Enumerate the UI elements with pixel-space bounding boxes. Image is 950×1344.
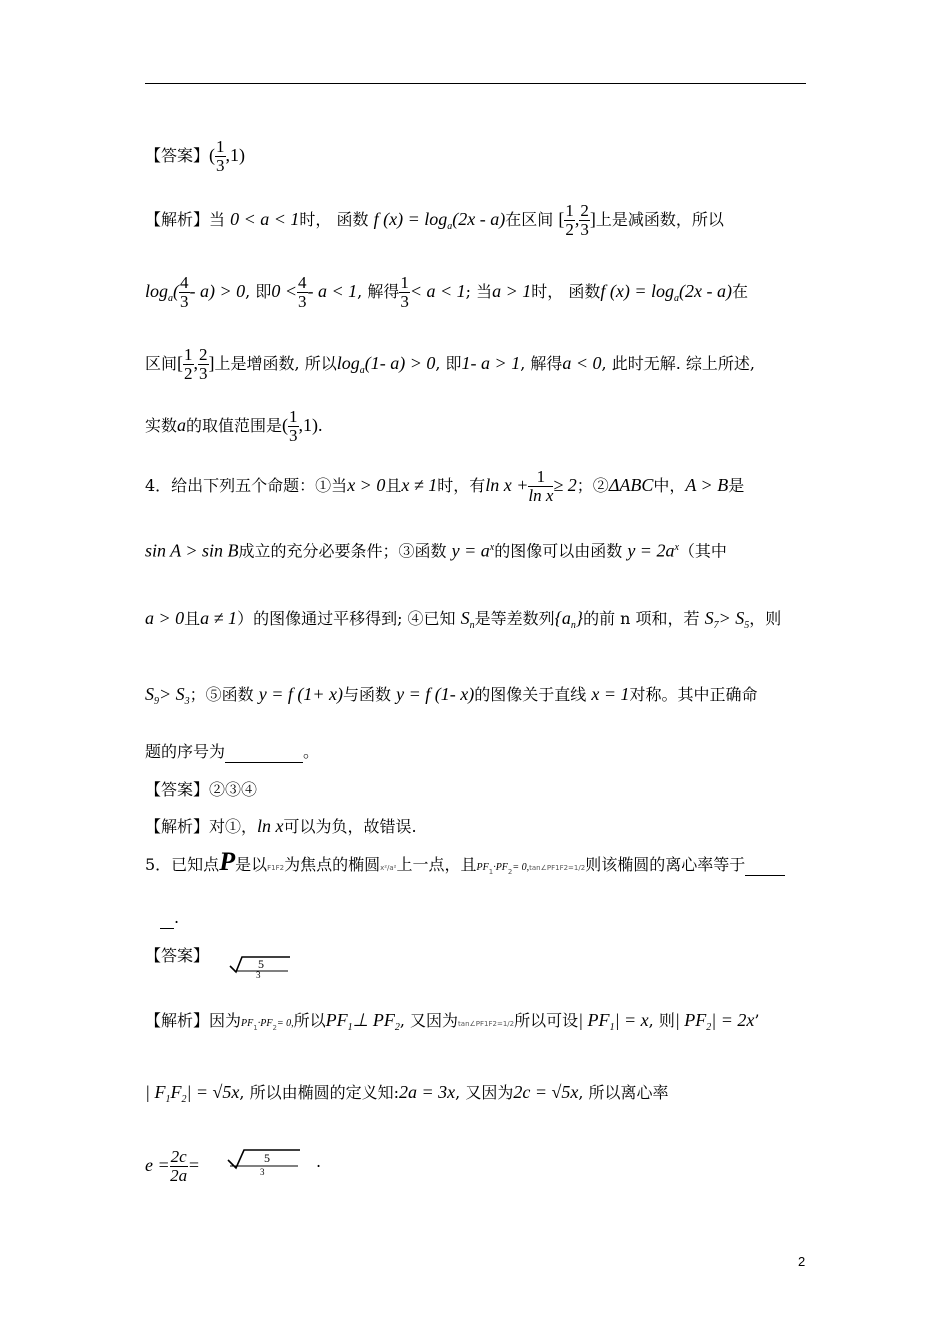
text: 为焦点的椭圆 (284, 855, 381, 874)
answer-blank (225, 742, 303, 763)
subscript: a (359, 365, 365, 377)
subscript: 2 (507, 868, 513, 877)
frac-num: 1 (184, 345, 193, 364)
frac-num: 4 (180, 273, 189, 292)
math: (2x - a) (452, 209, 506, 229)
fraction (215, 138, 226, 175)
subscript: 5 (744, 620, 750, 632)
subscript: n (570, 620, 576, 632)
frac-den: ln x (528, 486, 554, 505)
math: ·PF (257, 1018, 273, 1029)
text: （其中 (678, 541, 727, 561)
subscript: 2 (181, 1094, 187, 1106)
analysis-label: 【解析】 (145, 817, 210, 836)
paren: ( (282, 415, 289, 435)
frac-num: 1 (289, 407, 298, 426)
subscript: 2 (272, 1024, 277, 1033)
math: 2a = 3x (399, 1082, 456, 1102)
math: > S (159, 684, 185, 704)
subscript: 1 (253, 1024, 258, 1033)
answer-formula-image (228, 954, 300, 978)
math: = 0, (276, 1018, 294, 1029)
paren: ( (209, 145, 216, 165)
header-rule (145, 83, 806, 84)
q4-line4 (145, 684, 758, 712)
frac-num: 1 (565, 201, 574, 220)
answer-value: ②③④ (209, 780, 258, 799)
text: 对称。其中正确命 (629, 685, 758, 704)
frac-den: 3 (400, 292, 409, 311)
text: 与函数 (343, 685, 392, 704)
frac-den: 3 (256, 970, 261, 978)
text: 是 (728, 476, 745, 495)
fraction (288, 408, 299, 445)
math: S (704, 608, 714, 628)
math: ( (173, 281, 180, 301)
math: = (187, 1155, 200, 1175)
math: = 0, (512, 862, 530, 873)
text: , 解得 (357, 282, 400, 301)
frac-den: 3 (580, 220, 589, 239)
bracket: ] (589, 209, 596, 229)
q4-line3 (145, 608, 781, 636)
text: , 所以离心率 (578, 1083, 669, 1102)
q5-answer (145, 946, 209, 966)
math: < a < 1 (409, 281, 466, 301)
frac-den: 3 (180, 292, 189, 311)
analysis-label: 【解析】 (145, 210, 210, 229)
bracket: ] (208, 353, 215, 373)
q5-line1 (145, 847, 785, 882)
text: 对①， (209, 817, 258, 836)
bracket: [ (558, 209, 565, 229)
subscript: a (674, 293, 679, 305)
subscript: 1 (165, 1094, 171, 1106)
text: 在 (731, 282, 748, 301)
faded-formula: F1F2 (267, 864, 285, 872)
math: f (x) = log (373, 209, 448, 229)
period: . (316, 1152, 322, 1171)
math: | F (145, 1082, 166, 1102)
subscript: 3 (184, 696, 190, 708)
frac-num: 1 (400, 273, 409, 292)
math: 1- a > 1 (461, 353, 521, 373)
comma: , (574, 209, 580, 229)
math: ·PF (493, 862, 508, 873)
text: ；② (576, 476, 609, 495)
math: f (x) = log (600, 281, 674, 301)
text: 是以 (235, 855, 268, 874)
text: , 又因为 (455, 1083, 514, 1102)
fraction (170, 1148, 188, 1185)
math: x ≠ 1 (401, 475, 438, 495)
math: ln x (257, 816, 284, 836)
frac-den: 3 (289, 426, 298, 445)
math: A > B (685, 475, 729, 495)
math: | = x (614, 1010, 649, 1030)
math: ≥ 2 (553, 475, 577, 495)
q4-answer (145, 780, 257, 800)
faded-formula: tan∠PF1F2=1/2 (529, 864, 586, 872)
text: ）的图像通过平移得到; ④已知 (237, 609, 456, 628)
text: . (174, 908, 180, 927)
text: 的前 n 项和，若 (583, 609, 700, 628)
text: , 所以由椭圆的定义知: (239, 1083, 399, 1102)
text: 。 (303, 742, 320, 761)
text: 的图像可以由函数 (494, 541, 623, 561)
math: a (177, 415, 187, 435)
text: ，则 (749, 609, 782, 628)
math: 0 < a < 1 (230, 209, 300, 229)
math: y = f (1+ x) (258, 684, 344, 704)
math: x = 1 (591, 684, 630, 704)
text: ’ (754, 1011, 760, 1030)
math: - a) > 0 (189, 281, 246, 301)
faded-formula: x²/a² (380, 864, 397, 872)
math: (2x - a) (679, 281, 732, 301)
text: , 则 (648, 1011, 675, 1030)
math: > S (718, 608, 745, 628)
text: 当 (209, 210, 226, 229)
math: ln x + (485, 475, 529, 495)
fraction (399, 274, 410, 311)
eccentricity-formula-image (226, 1146, 312, 1176)
subscript: 9 (154, 696, 159, 708)
answer-line-q3 (145, 138, 245, 175)
math: a > 0 (145, 608, 185, 628)
math: ⊥ PF (352, 1010, 395, 1030)
math: PF (325, 1010, 348, 1030)
math: y = 2a (627, 540, 675, 561)
frac-den: 2 (565, 220, 574, 239)
math: a < 0 (562, 353, 602, 373)
text: 上是减函数，所以 (595, 210, 724, 229)
text: 在区间 (505, 210, 554, 229)
fraction (297, 274, 308, 311)
frac-den: 2 (184, 364, 193, 383)
math: PF (476, 862, 489, 873)
text: 4．给出下列五个命题：①当 (145, 476, 348, 495)
frac-den: 3 (216, 156, 225, 175)
paren: ,1). (298, 415, 323, 435)
frac-num: 2 (199, 345, 208, 364)
subscript: 7 (713, 620, 719, 632)
text: , 又因为 (399, 1011, 459, 1030)
q5-analysis-line2 (145, 1082, 669, 1110)
frac-den: 3 (199, 364, 208, 383)
answer-label: 【答案】 (145, 946, 210, 965)
text: 则该椭圆的离心率等于 (585, 855, 746, 874)
answer-label: 【答案】 (145, 146, 210, 165)
math: log (336, 353, 360, 373)
answer-label: 【答案】 (145, 780, 210, 799)
text: 上一点，且 (396, 855, 477, 874)
math-p: P (219, 847, 236, 876)
fraction (528, 468, 553, 505)
q5-line2 (160, 908, 179, 929)
text: 且 (385, 476, 402, 495)
text: 时， 函数 (531, 282, 601, 301)
text: 的取值范围是 (186, 416, 283, 435)
subscript: 1 (609, 1022, 615, 1034)
math: F (170, 1082, 182, 1102)
page-number: 2 (798, 1254, 806, 1269)
math: (1- a) > 0 (364, 353, 436, 373)
text: 所以 (293, 1011, 326, 1030)
math: e = (145, 1155, 170, 1175)
text: 5．已知点 (145, 855, 220, 874)
math: PF (241, 1018, 254, 1029)
subscript: 1 (488, 868, 494, 877)
text: 时， 函数 (299, 210, 369, 229)
math: | = √5x (186, 1082, 240, 1102)
text: 的图像关于直线 (474, 685, 587, 704)
fraction (198, 346, 209, 383)
fraction (179, 274, 190, 311)
math: | PF (578, 1010, 610, 1030)
text: 因为 (209, 1011, 242, 1030)
bracket: [ (177, 353, 184, 373)
text: 上是增函数, 所以 (214, 354, 337, 373)
text: 时，有 (437, 476, 486, 495)
math: 0 < (271, 281, 297, 301)
text: 题的序号为 (145, 742, 226, 761)
text: 成立的充分必要条件；③函数 (238, 541, 447, 561)
analysis-q3-line1 (145, 202, 724, 239)
text: 区间 (145, 354, 178, 373)
math: S (145, 684, 154, 704)
superscript: x (489, 542, 495, 553)
analysis-q3-line4 (145, 408, 323, 445)
fraction (564, 202, 575, 239)
math: a > 1 (492, 281, 532, 301)
math: x > 0 (347, 475, 386, 495)
analysis-q3-line3 (145, 346, 755, 383)
text: , 此时无解. 综上所述, (601, 354, 755, 373)
math: a ≠ 1 (200, 608, 238, 628)
frac-num: 1 (528, 468, 553, 487)
faded-formula: tan∠PF1F2=1/2 (458, 1020, 515, 1028)
sqrt-value: 5 (258, 957, 264, 971)
q4-line1 (145, 468, 744, 505)
text: 是等差数列 (474, 609, 555, 628)
math: log (145, 281, 169, 301)
text: ；⑤函数 (189, 685, 254, 704)
answer-blank (160, 908, 174, 929)
subscript: 1 (347, 1022, 353, 1034)
sqrt-value: 5 (264, 1151, 270, 1165)
text: ; 当 (465, 282, 493, 301)
fraction (579, 202, 590, 239)
analysis-q3-line2 (145, 274, 748, 311)
math: y = a (451, 540, 490, 561)
q5-analysis-line3 (145, 1148, 200, 1185)
frac-num: 4 (298, 273, 307, 292)
text: , 解得 (520, 354, 563, 373)
subscript: 2 (394, 1022, 400, 1034)
subscript: 2 (706, 1022, 712, 1034)
frac-den: 2a (170, 1166, 188, 1185)
math: S (460, 608, 470, 628)
subscript: a (447, 221, 453, 233)
math: y = f (1- x) (396, 684, 475, 704)
answer-blank (745, 855, 785, 876)
math: | PF (674, 1010, 707, 1030)
frac-num: 1 (216, 137, 225, 156)
q5-analysis-line1 (145, 1010, 759, 1038)
math: ΔABC (608, 475, 654, 495)
q4-analysis (145, 816, 417, 837)
math: | = 2x (711, 1010, 755, 1030)
analysis-label: 【解析】 (145, 1011, 210, 1030)
superscript: x (674, 542, 679, 553)
fraction (183, 346, 194, 383)
math: - a < 1 (307, 281, 358, 301)
frac-num: 2 (580, 201, 589, 220)
math: 2c = √5x (513, 1082, 579, 1102)
text: 且 (184, 609, 201, 628)
math: sin A > sin B (145, 540, 239, 561)
q4-line2 (145, 538, 727, 561)
subscript: n (469, 620, 475, 632)
text: 可以为负，故错误. (283, 817, 417, 836)
text: 所以可设 (514, 1011, 579, 1030)
comma: , (193, 353, 199, 373)
subscript: a (168, 293, 174, 305)
text: 中， (653, 476, 686, 495)
frac-num: 2c (170, 1147, 187, 1166)
math: {a (554, 608, 571, 628)
paren: ,1) (225, 145, 246, 165)
text: 实数 (145, 416, 178, 435)
math: } (575, 608, 584, 628)
q4-line5 (145, 742, 319, 763)
frac-den: 3 (298, 292, 307, 311)
text: , 即 (435, 354, 462, 373)
frac-den: 3 (260, 1167, 265, 1176)
text: , 即 (245, 282, 272, 301)
